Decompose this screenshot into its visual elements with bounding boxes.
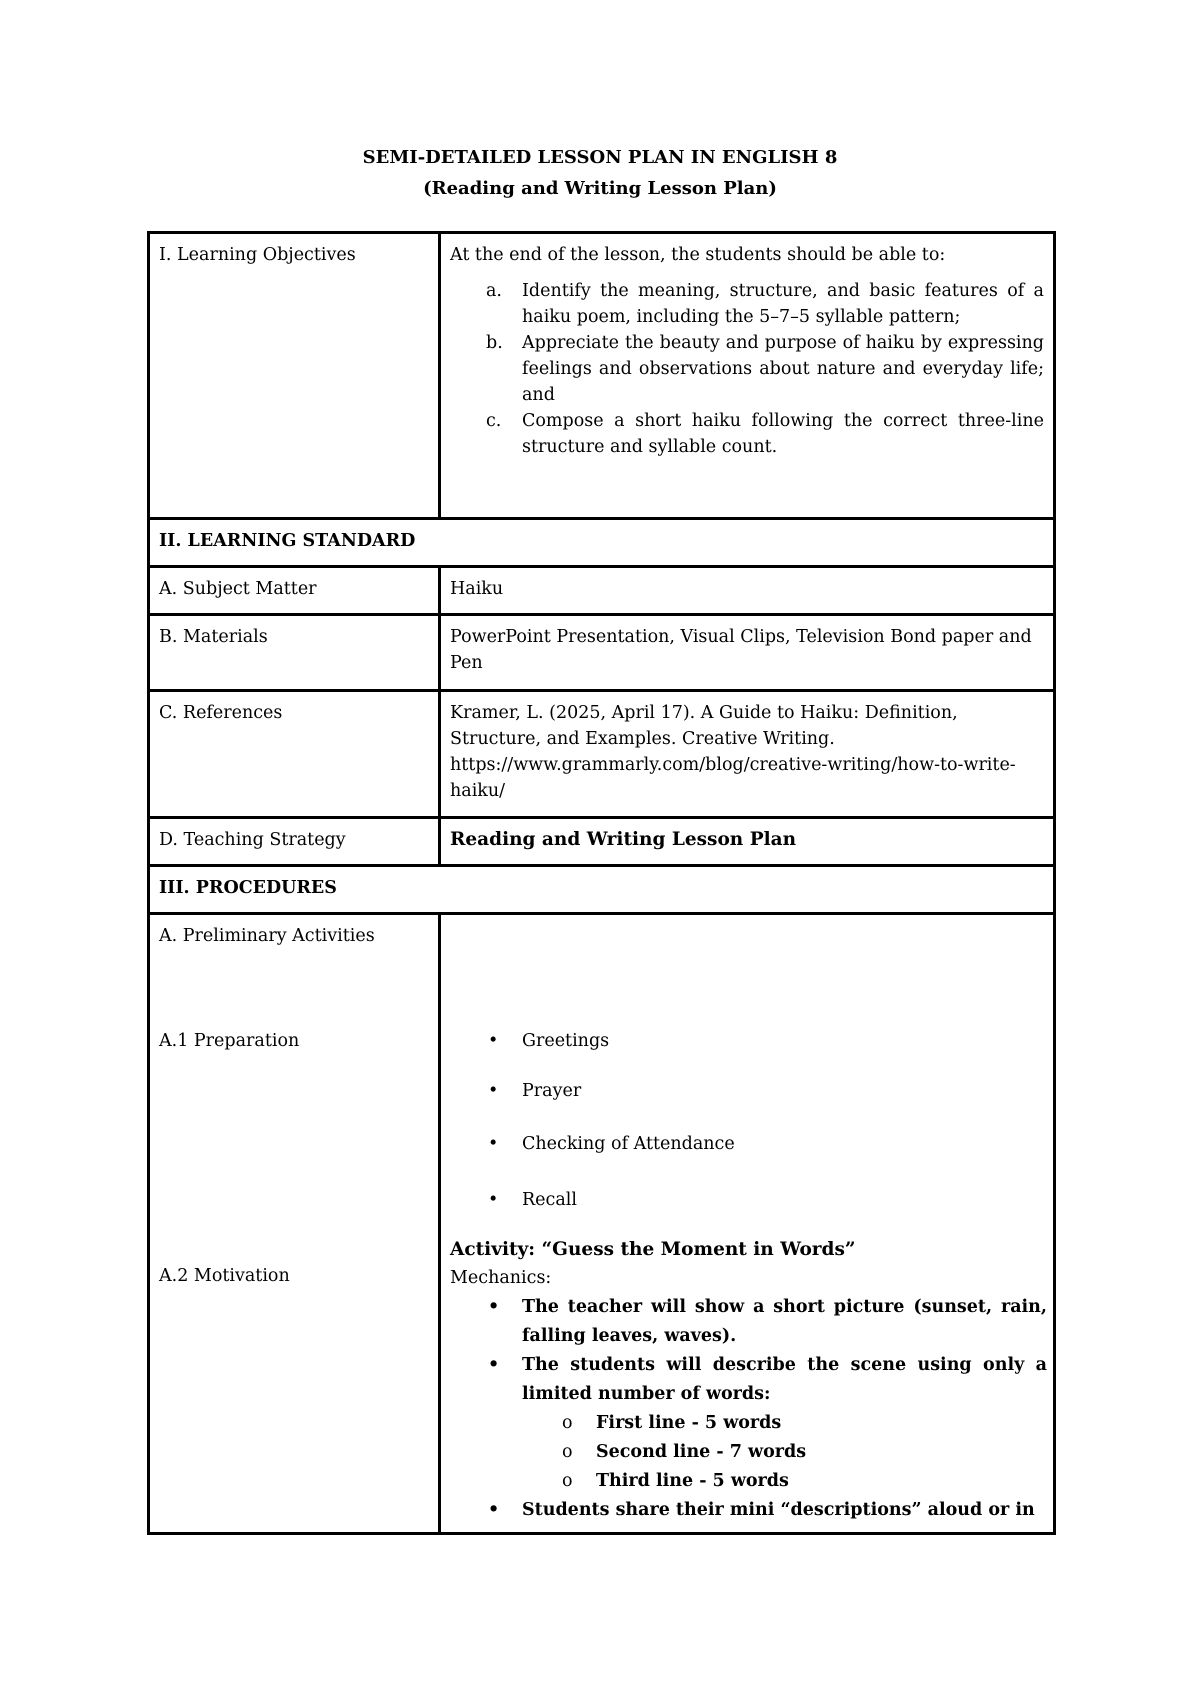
references-label: C. References xyxy=(149,691,440,818)
mechanics-item: • The teacher will show a short picture (sunset, rain, falling leaves, waves). xyxy=(450,1293,1047,1351)
preparation-label: A.1 Preparation xyxy=(159,1031,300,1051)
teaching-strategy-value: Reading and Writing Lesson Plan xyxy=(440,818,1055,866)
preliminary-label: A. Preliminary Activities xyxy=(159,926,375,946)
bullet-icon: • xyxy=(488,1031,499,1051)
page-subtitle: (Reading and Writing Lesson Plan) xyxy=(423,178,777,199)
page-title: SEMI-DETAILED LESSON PLAN IN ENGLISH 8 xyxy=(362,147,838,168)
circle-bullet-icon: o xyxy=(562,1413,573,1433)
subject-matter-label: A. Subject Matter xyxy=(149,567,440,615)
bullet-icon: • xyxy=(488,1297,500,1317)
references-value: Kramer, L. (2025, April 17). A Guide to Haiku: Definition, Structure, and Examples. Creative Writing. https://www.grammarly.com/blog/creative-writing/how-to-write-haiku/ xyxy=(440,691,1055,818)
materials-value: PowerPoint Presentation, Visual Clips, Television Bond paper and Pen xyxy=(440,615,1055,691)
bullet-icon: • xyxy=(488,1081,499,1101)
procedures-heading: III. PROCEDURES xyxy=(149,866,1055,914)
procedures-labels-cell xyxy=(149,914,440,1534)
preparation-item: • Prayer xyxy=(450,1078,1047,1104)
word-count-list xyxy=(450,1409,1047,1496)
subject-matter-row xyxy=(149,567,1055,615)
objective-item xyxy=(450,408,1044,460)
objective-marker: c. xyxy=(486,411,502,431)
teaching-strategy-row xyxy=(149,818,1055,866)
motivation-label: A.2 Motivation xyxy=(159,1266,290,1286)
lesson-plan-table xyxy=(147,231,1056,1535)
bullet-icon: • xyxy=(488,1134,499,1154)
teaching-strategy-label: D. Teaching Strategy xyxy=(149,818,440,866)
objective-text: Compose a short haiku following the correct three-line structure and syllable count. xyxy=(522,411,1044,457)
objectives-label: I. Learning Objectives xyxy=(149,233,440,519)
objectives-row xyxy=(149,233,1055,519)
bullet-icon: • xyxy=(488,1355,500,1375)
preparation-item: • Greetings xyxy=(450,1028,1047,1054)
objectives-list xyxy=(450,278,1044,460)
word-count-item: o Third line - 5 words xyxy=(450,1467,1047,1496)
circle-bullet-icon: o xyxy=(562,1471,573,1491)
objectives-cell xyxy=(440,233,1055,519)
activity-title: Activity: “Guess the Moment in Words” xyxy=(450,1239,856,1260)
circle-bullet-icon: o xyxy=(562,1442,573,1462)
learning-standard-row xyxy=(149,519,1055,567)
bullet-icon: • xyxy=(488,1500,500,1520)
objective-text: Appreciate the beauty and purpose of haiku by expressing feelings and observations about nature and everyday life; and xyxy=(522,333,1044,405)
preparation-item: • Recall xyxy=(450,1187,1047,1213)
procedures-content-cell xyxy=(440,914,1055,1534)
preparation-item: • Checking of Attendance xyxy=(450,1131,1047,1157)
word-count-item: o Second line - 7 words xyxy=(450,1438,1047,1467)
learning-standard-heading: II. LEARNING STANDARD xyxy=(149,519,1055,567)
procedures-row xyxy=(149,866,1055,914)
references-row xyxy=(149,691,1055,818)
materials-row xyxy=(149,615,1055,691)
mechanics-item: • The students will describe the scene using only a limited number of words: xyxy=(450,1351,1047,1409)
objective-item xyxy=(450,330,1044,408)
materials-label: B. Materials xyxy=(149,615,440,691)
objective-item xyxy=(450,278,1044,330)
objectives-intro: At the end of the lesson, the students should be able to: xyxy=(450,245,946,265)
objective-marker: b. xyxy=(486,333,503,353)
word-count-item: o First line - 5 words xyxy=(450,1409,1047,1438)
mechanics-item: • Students share their mini “descriptions” aloud or in xyxy=(450,1496,1047,1525)
bullet-icon: • xyxy=(488,1190,499,1210)
preliminary-row xyxy=(149,914,1055,1534)
mechanics-list xyxy=(450,1293,1047,1525)
objective-marker: a. xyxy=(486,281,502,301)
subject-matter-value: Haiku xyxy=(440,567,1055,615)
objective-text: Identify the meaning, structure, and basic features of a haiku poem, including the 5–7–5 syllable pattern; xyxy=(522,281,1044,327)
mechanics-label: Mechanics: xyxy=(450,1268,552,1288)
